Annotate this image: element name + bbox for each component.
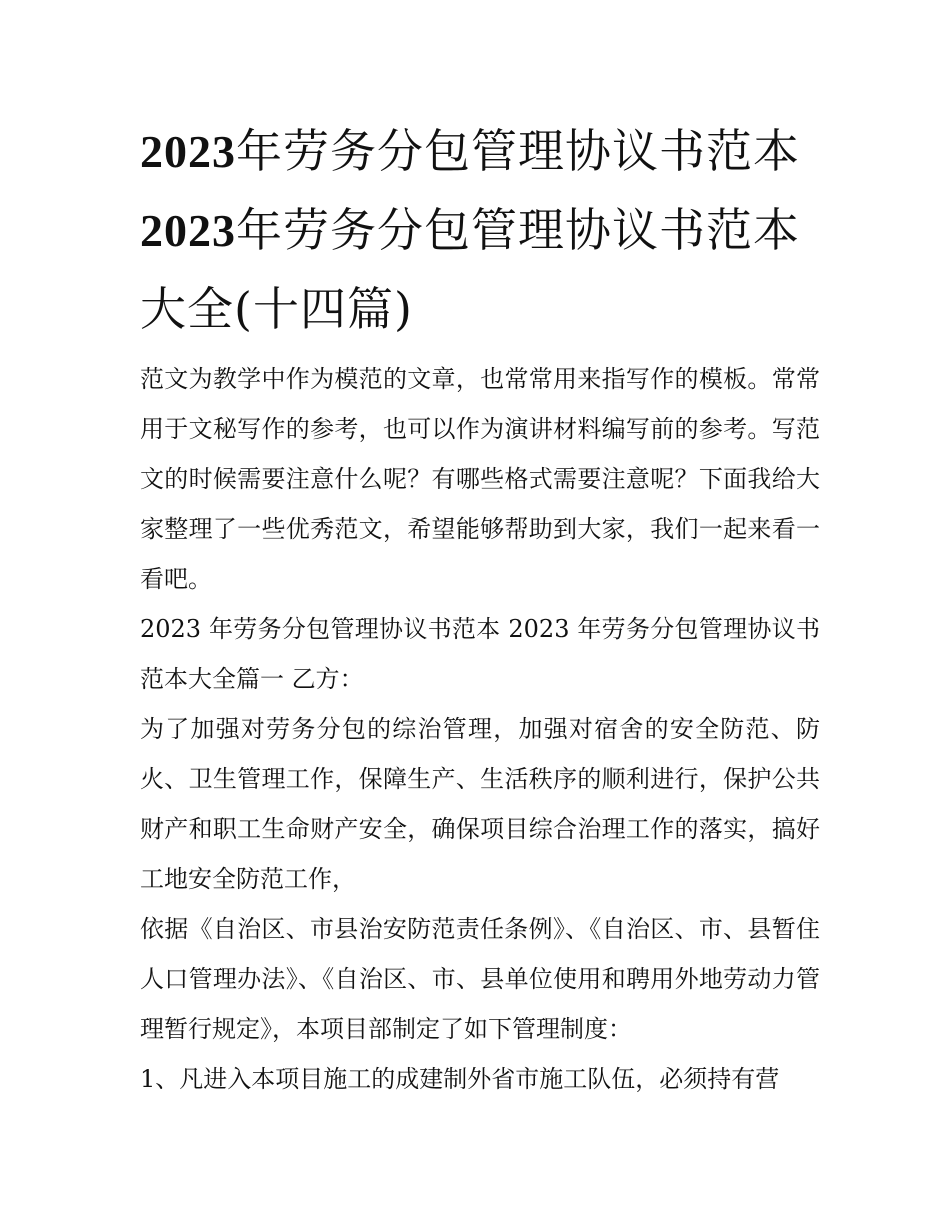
document-page [140, 112, 820, 1104]
intro-paragraph: 范文为教学中作为模范的文章，也常常用来指写作的模板。常常用于文秘写作的参考，也可以作为演讲材料编写前的参考。写范文的时候需要注意什么呢？有哪些格式需要注意呢？下面我给大家整理了一些优秀范文，希望能够帮助到大家，我们一起来看一看吧。 [140, 365, 820, 593]
title-segment-2: 年劳务分包管理协议书范本大全(十四篇) [140, 203, 800, 336]
title-year-2: 2023 [140, 205, 236, 256]
rule-1-paragraph: 1、凡进入本项目施工的成建制外省市施工队伍，必须持有营 [140, 1065, 780, 1093]
basis-paragraph: 依据《自治区、市县治安防范责任条例》、《自治区、市、县暂住人口管理办法》、《自治区、市、县单位使用和聘用外地劳动力管理暂行规定》，本项目部制定了如下管理制度： [140, 915, 820, 1043]
title-segment-1: 年劳务分包管理协议书范本 [236, 124, 800, 178]
title-year-1: 2023 [140, 126, 236, 177]
purpose-paragraph: 为了加强对劳务分包的综治管理，加强对宿舍的安全防范、防火、卫生管理工作，保障生产、生活秩序的顺利进行，保护公共财产和职工生命财产安全，确保项目综合治理工作的落实，搞好工地安全防范工作， [140, 715, 820, 893]
document-title [140, 112, 820, 348]
section-heading-paragraph: 2023 年劳务分包管理协议书范本 2023 年劳务分包管理协议书范本大全篇一 乙方： [140, 615, 820, 693]
